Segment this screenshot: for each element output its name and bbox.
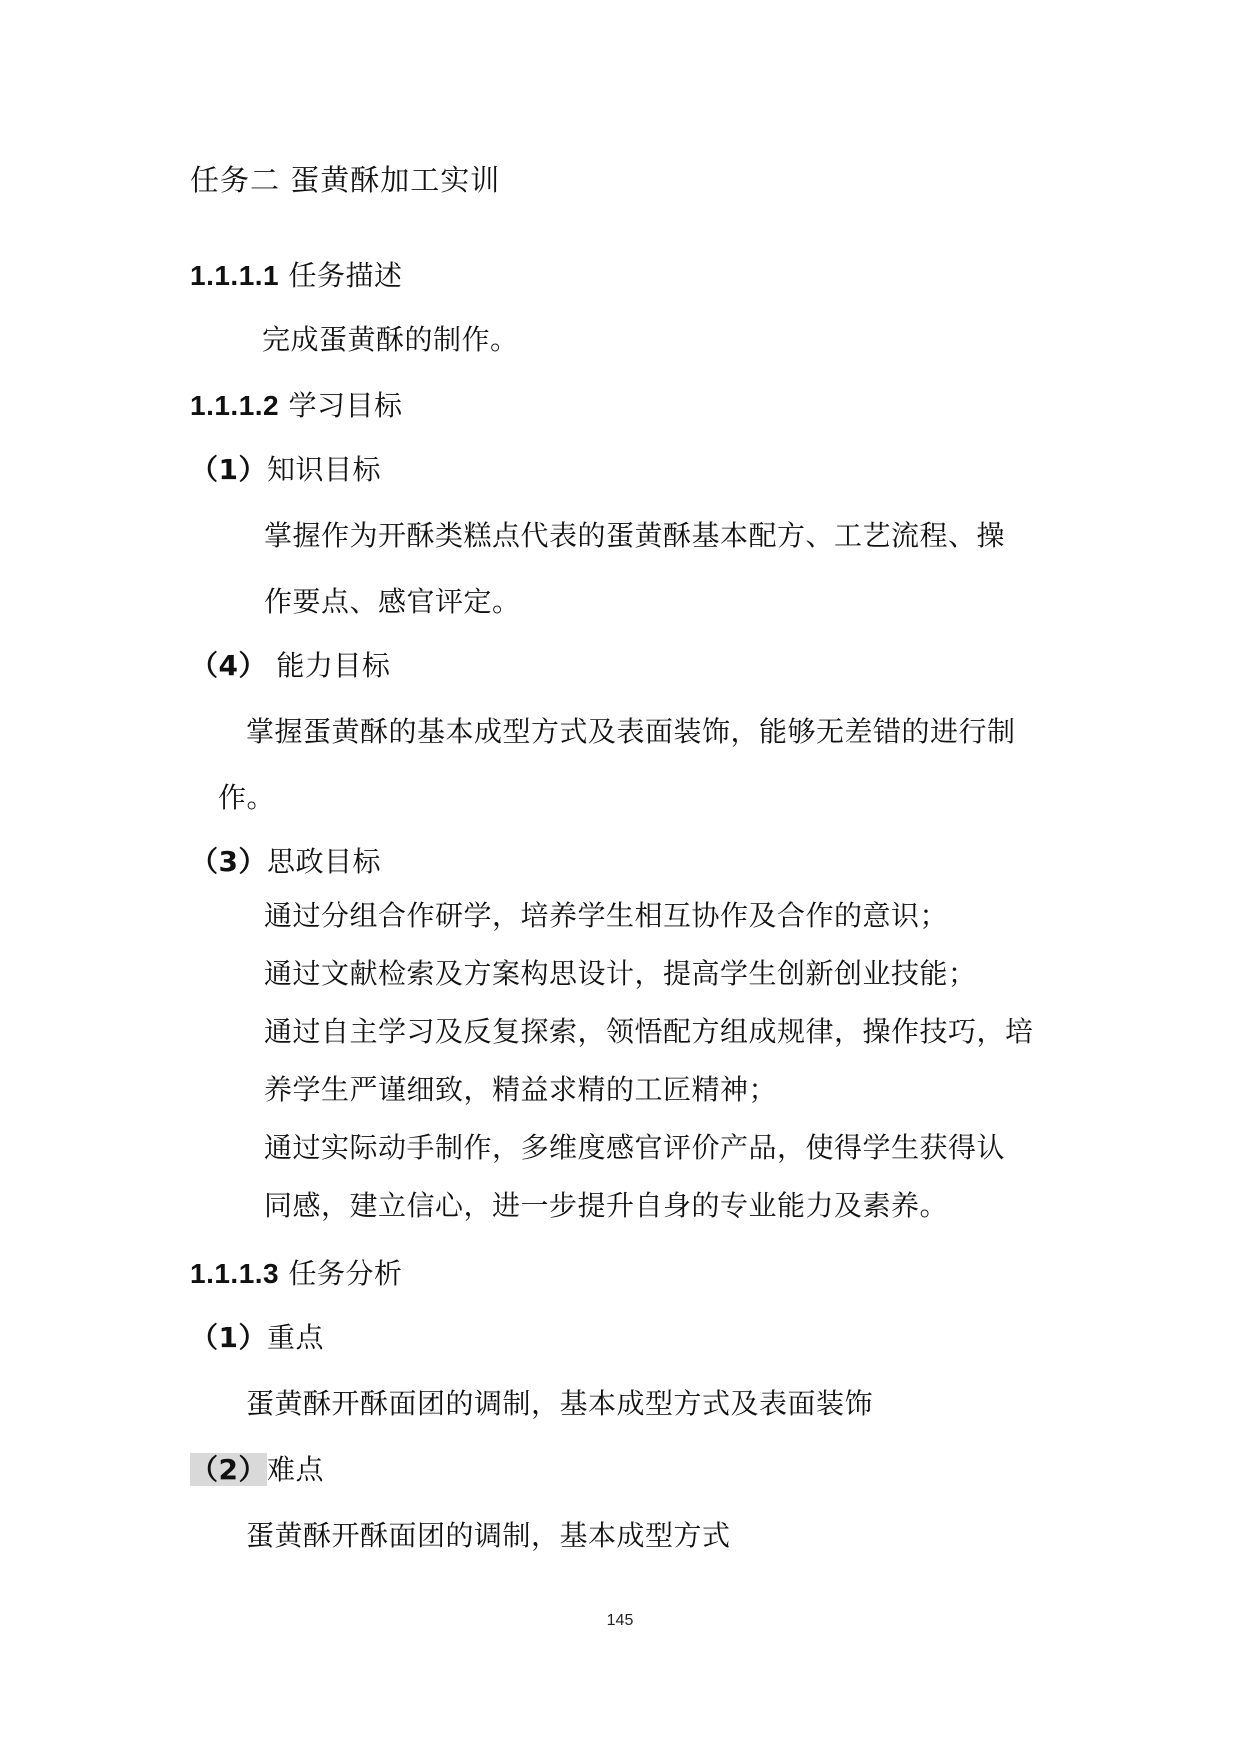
subheading-difficulties (190, 1452, 324, 1488)
page-title: 任务二 蛋黄酥加工实训 (190, 163, 501, 197)
list-marker: （3） (190, 845, 267, 878)
subheading-ability-goals (190, 648, 390, 684)
section-number: 1.1.1.1 (190, 260, 280, 291)
section-label: 任务描述 (288, 259, 403, 292)
list-marker: （4） (190, 649, 267, 682)
subheading-label: 思政目标 (266, 845, 381, 878)
paragraph-line: 通过文献检索及方案构思设计，提高学生创新创业技能； (264, 957, 977, 990)
paragraph: 完成蛋黄酥的制作。 (262, 323, 519, 356)
subheading-ideology-goals (190, 844, 381, 880)
paragraph-line: 通过实际动手制作，多维度感官评价产品，使得学生获得认 (264, 1131, 1006, 1164)
paragraph-line: 作要点、感官评定。 (264, 585, 521, 618)
section-number: 1.1.1.2 (190, 390, 280, 421)
paragraph-line: 通过分组合作研学，培养学生相互协作及合作的意识； (264, 899, 949, 932)
section-label: 任务分析 (288, 1257, 403, 1290)
list-marker: （1） (190, 1321, 267, 1354)
subheading-label: 知识目标 (266, 453, 381, 486)
subheading-label: 重点 (266, 1321, 324, 1354)
section-heading-learning-goals (190, 388, 403, 424)
section-label: 学习目标 (288, 389, 403, 422)
page-number: 145 (606, 1612, 634, 1629)
paragraph-line: 掌握蛋黄酥的基本成型方式及表面装饰，能够无差错的进行制 (246, 715, 1016, 748)
section-number: 1.1.1.3 (190, 1258, 280, 1289)
subheading-label: 难点 (266, 1453, 324, 1486)
paragraph-line: 作。 (218, 781, 276, 814)
paragraph: 蛋黄酥开酥面团的调制，基本成型方式及表面装饰 (246, 1387, 874, 1420)
paragraph-line: 养学生严谨细致，精益求精的工匠精神； (264, 1073, 778, 1106)
section-heading-task-description (190, 258, 403, 294)
list-marker-highlighted: （2） (190, 1453, 267, 1486)
paragraph-line: 通过自主学习及反复探索，领悟配方组成规律，操作技巧，培 (264, 1015, 1034, 1048)
paragraph-line: 同感，建立信心，进一步提升自身的专业能力及素养。 (264, 1189, 949, 1222)
paragraph-line: 掌握作为开酥类糕点代表的蛋黄酥基本配方、工艺流程、操 (264, 519, 1006, 552)
subheading-key-points (190, 1320, 324, 1356)
list-marker: （1） (190, 453, 267, 486)
subheading-knowledge-goals (190, 452, 381, 488)
paragraph: 蛋黄酥开酥面团的调制，基本成型方式 (246, 1519, 731, 1552)
subheading-label: 能力目标 (276, 649, 391, 682)
section-heading-task-analysis (190, 1256, 403, 1292)
